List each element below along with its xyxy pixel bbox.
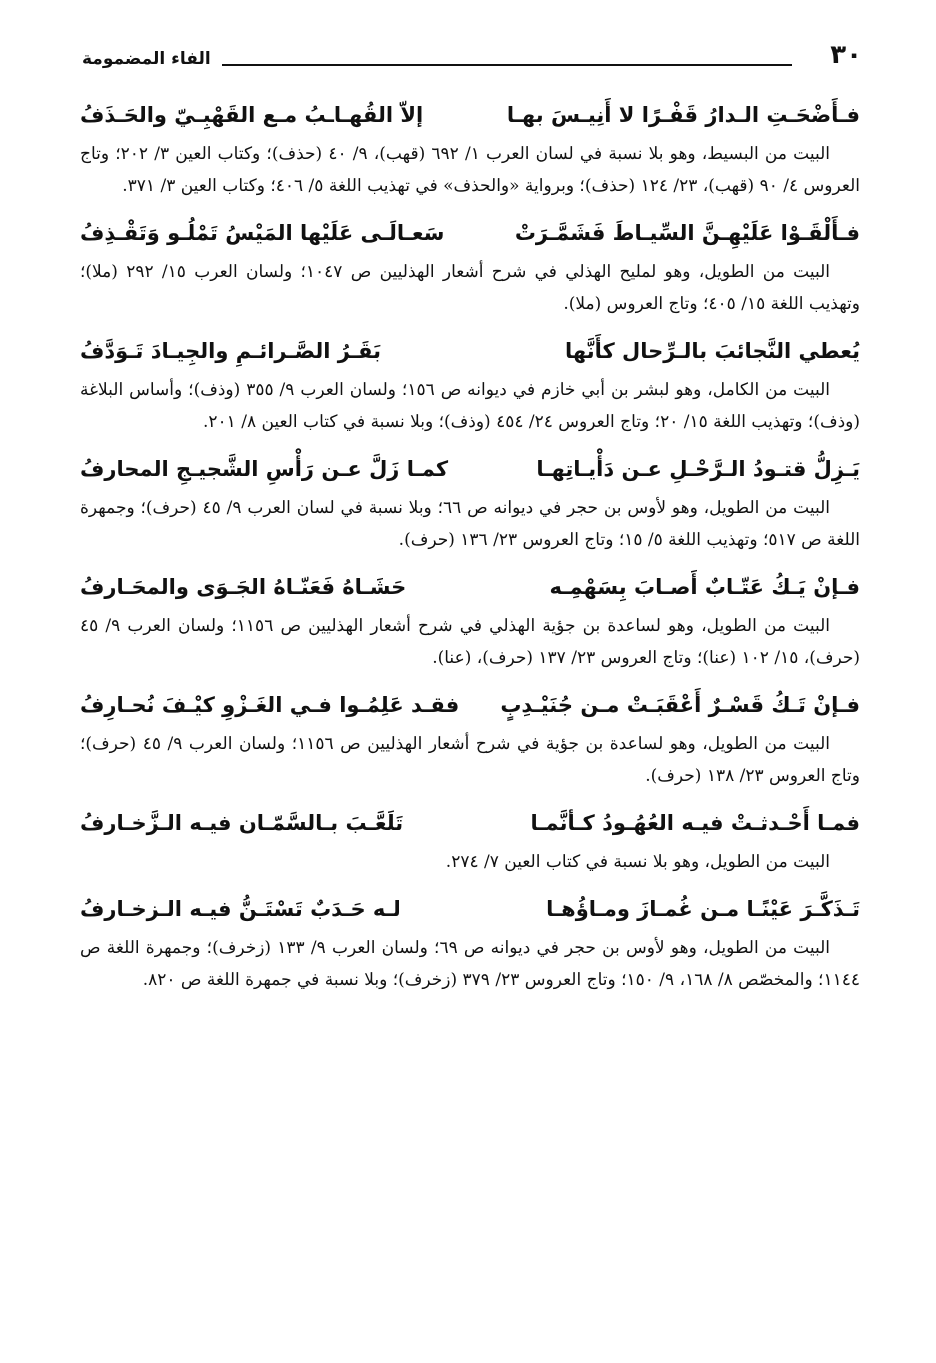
first-hemistich: فمـا أَحْـدثـتْ فيـه العُهُـودُ كـأنَّمـا: [530, 811, 860, 835]
verse-entry: [80, 328, 860, 438]
page-number: ٣٠: [830, 40, 862, 70]
verse-line: [80, 886, 860, 932]
first-hemistich: تَـذَكَّـرَ عَيْنًـا مـن غُمـازَ ومـاؤُهـا: [546, 897, 860, 921]
first-hemistich: فـإنْ تَـكُ قَسْـرٌ أَعْقَبَـتْ مـن جُنَيْـدِبٍ: [500, 693, 860, 717]
verse-entry: [80, 886, 860, 996]
first-hemistich: فـأَلْقَـوْا عَلَيْهِـنَّ السِّيـاطَ فَشَمَّـرَتْ: [514, 221, 860, 245]
citation-text: البيت من الطويل، وهو لساعدة بن جؤية الهذلي في شرح أشعار الهذليين ص ١١٥٦؛ ولسان العرب ٩/ ٤٥ (حرف)، ١٥/ ١٠٢ (عنا)؛ وتاج العروس ٢٣/ ١٣٧ (حرف)، (عنا).: [80, 616, 860, 668]
verse-line: [80, 446, 860, 492]
first-hemistich: فـأَضْحَـتِ الـدارُ قَفْـرًا لا أَنِيـسَ بهـا: [506, 103, 860, 127]
verse-entry: [80, 446, 860, 556]
citation-text: البيت من الطويل، وهو لمليح الهذلي في شرح أشعار الهذليين ص ١٠٤٧؛ ولسان العرب ١٥/ ٢٩٢ (ملا)؛ وتهذيب اللغة ١٥/ ٤٠٥؛ وتاج العروس (ملا).: [80, 262, 860, 314]
citation-text: البيت من الطويل، وهو بلا نسبة في كتاب العين ٧/ ٢٧٤.: [445, 852, 830, 872]
citation-text: البيت من البسيط، وهو بلا نسبة في لسان العرب ١/ ٦٩٢ (قهب)، ٩/ ٤٠ (حذف)؛ وكتاب العين ٣/ ٢٠٢؛ وتاج العروس ٤/ ٩٠ (قهب)، ٢٣/ ١٢٤ (حذف)؛ وبرواية «والحذف» في تهذيب اللغة ٥/ ٤٠٦؛ وكتاب العين ٣/ ٣٧١.: [80, 144, 860, 196]
verse-entry: [80, 800, 860, 878]
page-header: [82, 42, 862, 76]
second-hemistich: فقـد عَلِمُـوا فـي الغَـزْوِ كيْـفَ نُحـارِفُ: [80, 693, 460, 717]
first-hemistich: فـإنْ يَـكُ عَتّـابٌ أَصـابَ بِسَهْمِـه: [549, 575, 860, 599]
first-hemistich: يُعطي النَّجائبَ بالـرِّحال كأَنَّها: [564, 339, 860, 363]
first-hemistich: يَـزِلُّ قتـودُ الـرَّحْـلِ عـن دَأْيـاتِهـا: [536, 457, 860, 481]
header-rule: [222, 64, 792, 66]
running-title: الفاء المضمومة: [82, 49, 211, 69]
verse-entry: [80, 210, 860, 320]
verse-line: [80, 328, 860, 374]
citation-text: البيت من الطويل، وهو لأوس بن حجر في ديوانه ص ٦٦؛ وبلا نسبة في لسان العرب ٩/ ٤٥ (حرف)؛ وجمهرة اللغة ص ٥١٧؛ وتهذيب اللغة ٥/ ١٥؛ وتاج العروس ٢٣/ ١٣٦ (حرف).: [80, 498, 860, 550]
verse-entry: [80, 92, 860, 202]
citation-text: البيت من الطويل، وهو لأوس بن حجر في ديوانه ص ٦٩؛ ولسان العرب ٩/ ١٣٣ (زخرف)؛ وجمهرة اللغة ص ١١٤٤؛ والمخصّص ٨/ ١٦٨، ٩/ ١٥٠؛ وتاج العروس ٢٣/ ٣٧٩ (زخرف)؛ وبلا نسبة في جمهرة اللغة ص ٨٢٠.: [80, 938, 860, 990]
verse-line: [80, 564, 860, 610]
verse-line: [80, 800, 860, 846]
verse-entry: [80, 564, 860, 674]
verse-line: [80, 92, 860, 138]
verse-line: [80, 210, 860, 256]
second-hemistich: لـه حَـدَبٌ تَسْتَـنُّ فيـه الـزخـارفُ: [80, 897, 401, 921]
second-hemistich: تَلَعَّـبَ بـالسَّمّـان فيـه الـزَّخـارفُ: [80, 811, 404, 835]
citation-text: البيت من الكامل، وهو لبشر بن أبي خازم في ديوانه ص ١٥٦؛ ولسان العرب ٩/ ٣٥٥ (وذف)؛ وأساس البلاغة (وذف)؛ وتهذيب اللغة ١٥/ ٢٠؛ وتاج العروس ٢٤/ ٤٥٤ (وذف)؛ وبلا نسبة في كتاب العين ٨/ ٢٠١.: [80, 380, 860, 432]
second-hemistich: إلاّ القُهـاـبُ مـع القَهْبِـيّ والحَـذَفُ: [80, 103, 424, 127]
second-hemistich: كمـا زَلَّ عـن رَأْسِ الشَّجيـجِ المحارفُ: [80, 457, 449, 481]
citation-text: البيت من الطويل، وهو لساعدة بن جؤية في شرح أشعار الهذليين ص ١١٥٦؛ ولسان العرب ٩/ ٤٥ (حرف)؛ وتاج العروس ٢٣/ ١٣٨ (حرف).: [80, 734, 860, 786]
verse-entries: [80, 92, 860, 1004]
second-hemistich: حَشَـاهُ فَعَنّـاهُ الجَـوَى والمحَـارفُ: [80, 575, 407, 599]
verse-entry: [80, 682, 860, 792]
second-hemistich: سَعـالَـى عَلَيْها المَيْسُ تَمْلُـو وَتَقْـذِفُ: [80, 221, 445, 245]
second-hemistich: بَقَـرُ الصَّـرائـمِ والجِيـادَ تَـوَدَّفُ: [80, 339, 382, 363]
verse-line: [80, 682, 860, 728]
